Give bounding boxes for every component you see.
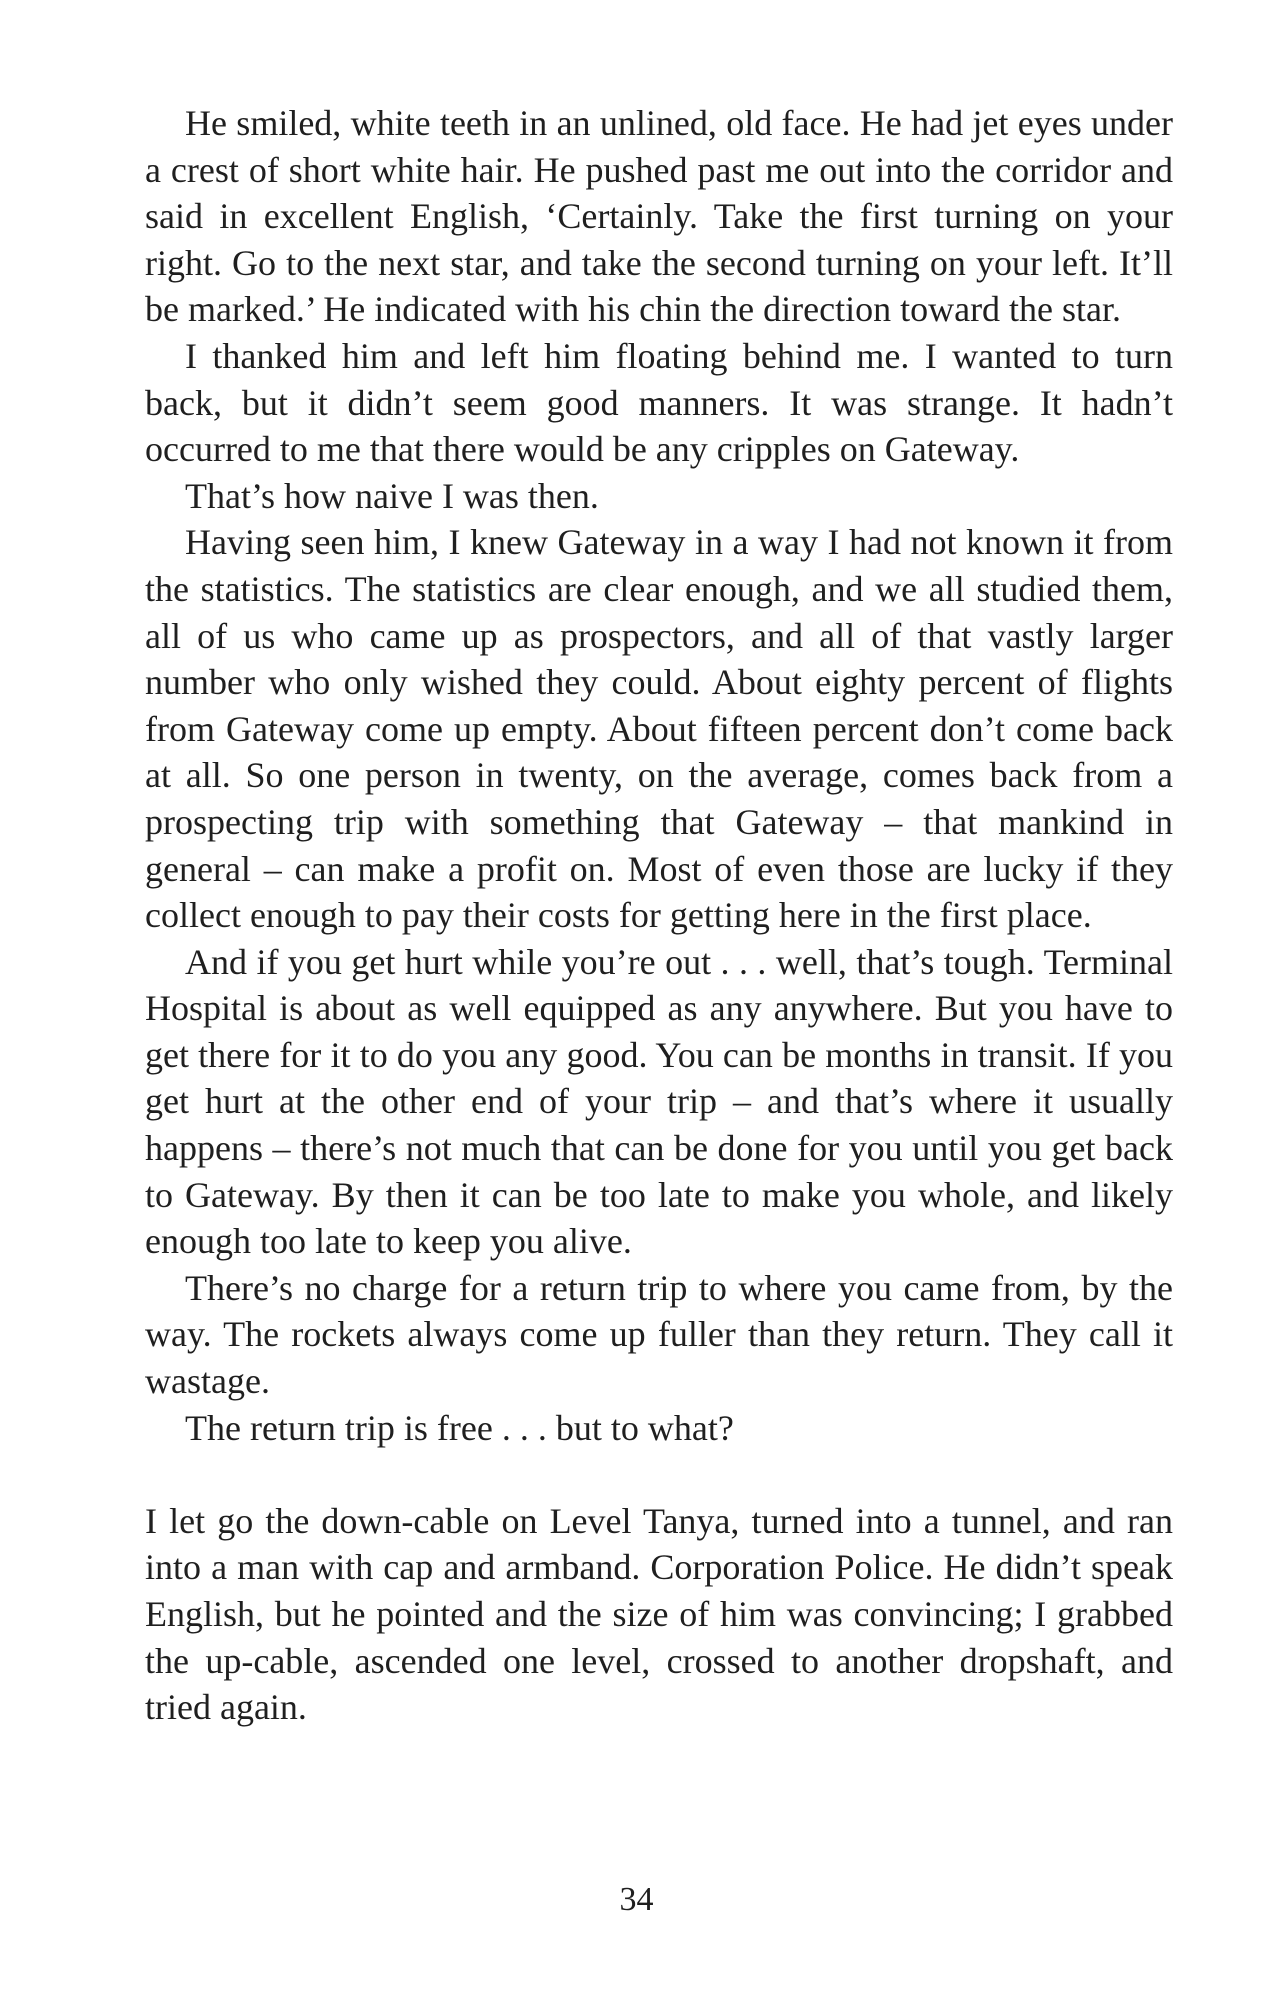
paragraph-3: That’s how naive I was then.	[185, 475, 599, 516]
body-text	[145, 100, 1173, 1731]
paragraph-2: I thanked him and left him floating behind me. I wanted to turn back, but it didn’t seem good manners. It was strange. It hadn’t occurred to me that there would be any cripples on Gateway.	[145, 335, 1173, 470]
section-break	[145, 1451, 1173, 1498]
paragraph-6: There’s no charge for a return trip to where you came from, by the way. The rockets always come up fuller than they return. They call it wastage.	[145, 1267, 1173, 1402]
paragraph-8: I let go the down-cable on Level Tanya, turned into a tunnel, and ran into a man with cap and armband. Corporation Police. He didn’t speak English, but he pointed and the size of him was convincing; I grabbed the up-cable, ascended one level, crossed to another dropshaft, and tried again.	[145, 1500, 1173, 1728]
paragraph-4: Having seen him, I knew Gateway in a way I had not known it from the statistics. The statistics are clear enough, and we all studied them, all of us who came up as prospectors, and all of that vastly larger number who only wished they could. About eighty percent of flights from Gateway come up empty. About fifteen percent don’t come back at all. So one person in twenty, on the average, comes back from a prospecting trip with something that Gateway – that mankind in general – can make a profit on. Most of even those are lucky if they collect enough to pay their costs for getting here in the first place.	[145, 522, 1173, 936]
paragraph-7: The return trip is free . . . but to what?	[185, 1407, 734, 1448]
paragraph-5: And if you get hurt while you’re out . . . well, that’s tough. Terminal Hospital is about as well equipped as any anywhere. But you have to get there for it to do you any good. You can be months in transit. If you get hurt at the other end of your trip – and that’s where it usually happens – there’s not much that can be done for you until you get back to Gateway. By then it can be too late to make you whole, and likely enough too late to keep you alive.	[145, 941, 1173, 1262]
page-number: 34	[619, 1881, 654, 1918]
paragraph-1: He smiled, white teeth in an unlined, old face. He had jet eyes under a crest of short white hair. He pushed past me out into the corridor and said in excellent English, ‘Certainly. Take the first turning on your right. Go to the next star, and take the second turning on your left. It’ll be marked.’ He indicated with his chin the direction toward the star.	[145, 103, 1173, 330]
